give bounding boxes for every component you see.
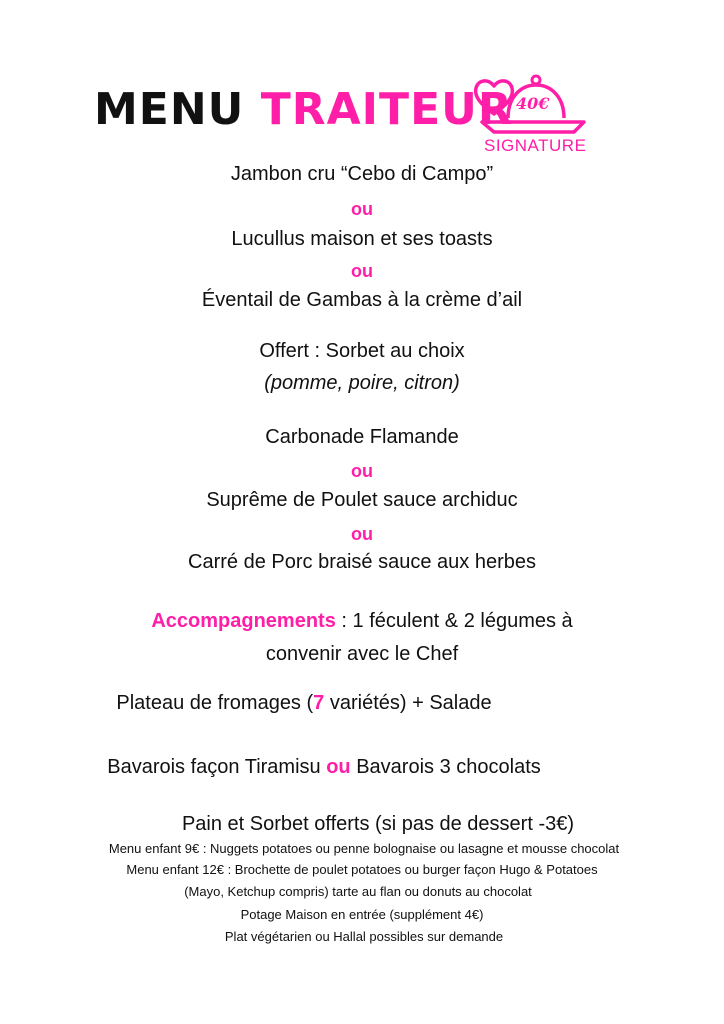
or-separator: ou bbox=[351, 261, 373, 281]
sides-label: Accompagnements bbox=[151, 610, 336, 632]
sides-line-2: convenir avec le Chef bbox=[265, 643, 459, 665]
cheese-text: Plateau de fromages ( bbox=[116, 692, 314, 714]
offer-line: Offert : Sorbet au choix bbox=[259, 340, 465, 362]
main-item: Carbonade Flamande bbox=[265, 426, 459, 448]
or-separator: ou bbox=[351, 461, 373, 481]
sides-text: : 1 féculent & 2 légumes à bbox=[335, 610, 573, 632]
cheese-line bbox=[0, 690, 666, 716]
main-item: Suprême de Poulet sauce archiduc bbox=[206, 489, 518, 511]
title-traiteur: TRAITEUR bbox=[260, 84, 513, 135]
dessert-item: Bavarois 3 chocolats bbox=[350, 756, 541, 778]
dessert-item: Bavarois façon Tiramisu bbox=[107, 756, 327, 778]
menu-header bbox=[0, 0, 724, 165]
starter-item: Jambon cru “Cebo di Campo” bbox=[230, 163, 494, 185]
starter-item: Éventail de Gambas à la crème d’ail bbox=[201, 289, 523, 311]
note-line: (Mayo, Ketchup compris) tarte au flan ou donuts au chocolat bbox=[184, 884, 532, 899]
signature-label: SIGNATURE bbox=[484, 136, 587, 155]
signature-logo bbox=[472, 72, 587, 164]
note-line: Potage Maison en entrée (supplément 4€) bbox=[240, 907, 484, 922]
note-line: Menu enfant 12€ : Brochette de poulet potatoes ou burger façon Hugo & Potatoes bbox=[126, 862, 598, 877]
price-badge: 40€ bbox=[516, 94, 550, 113]
starter-item: Lucullus maison et ses toasts bbox=[231, 228, 493, 250]
or-separator: ou bbox=[326, 756, 351, 778]
dessert-line bbox=[0, 754, 686, 780]
note-line: Menu enfant 9€ : Nuggets potatoes ou penne bolognaise ou lasagne et mousse chocolat bbox=[108, 841, 620, 856]
cheese-count: 7 bbox=[313, 692, 325, 714]
title-menu: MENU bbox=[94, 84, 245, 135]
or-separator: ou bbox=[351, 524, 373, 544]
main-item: Carré de Porc braisé sauce aux herbes bbox=[188, 551, 536, 573]
sides-line bbox=[0, 608, 724, 634]
bread-line: Pain et Sorbet offerts (si pas de dessert -3€) bbox=[181, 813, 575, 835]
offer-detail: (pomme, poire, citron) bbox=[264, 372, 460, 394]
page-title bbox=[94, 82, 513, 138]
or-separator: ou bbox=[351, 199, 373, 219]
cheese-text-2: variétés) + Salade bbox=[324, 692, 492, 714]
note-line: Plat végétarien ou Hallal possibles sur demande bbox=[224, 929, 504, 944]
